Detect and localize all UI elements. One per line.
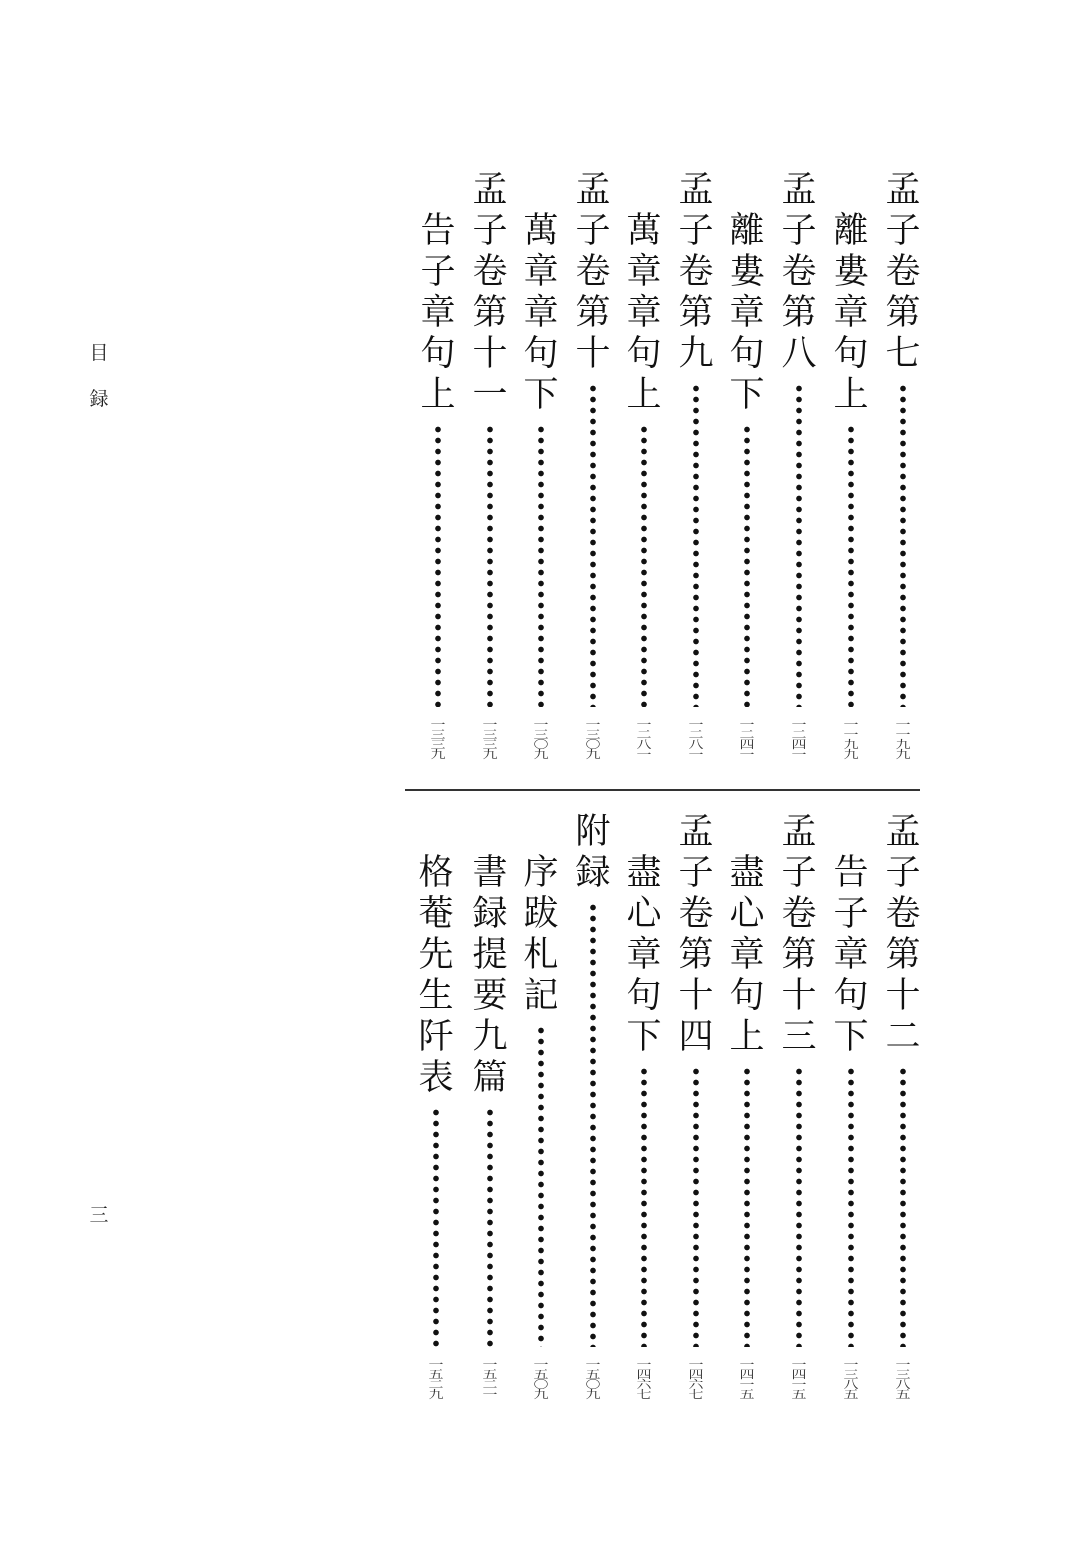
toc-entry-page-number: 一 二 八 一 — [688, 717, 704, 761]
toc-entry[interactable] — [779, 812, 819, 1347]
dot-leader — [848, 1066, 854, 1347]
toc-entry[interactable] — [573, 170, 613, 707]
toc-entry-title: 書 録 提 要 九 篇 — [472, 853, 508, 1098]
toc-entry-page-number: 一 三 八 五 — [895, 1357, 911, 1401]
toc-entry-page-number: 一 一 九 九 — [895, 717, 911, 761]
dot-leader — [796, 1066, 802, 1347]
running-head-char: 録 — [89, 388, 109, 410]
toc-entry[interactable] — [883, 170, 923, 707]
dot-leader — [433, 1107, 439, 1347]
toc-entry-page-number: 一 五 〇 九 — [585, 1357, 601, 1401]
toc-entry-page-number: 一 三 三 九 — [430, 717, 446, 761]
toc-entry-page-number: 一 四 六 七 — [688, 1357, 704, 1401]
dot-leader — [641, 1066, 647, 1347]
toc-entry[interactable] — [727, 211, 767, 707]
toc-entry-title: 萬 章 章 句 上 — [626, 211, 662, 415]
toc-entry[interactable] — [727, 853, 767, 1347]
toc-entry-page-number: 一 二 四 一 — [791, 717, 807, 761]
dot-leader — [796, 383, 802, 707]
toc-entry-title: 萬 章 章 句 下 — [523, 211, 559, 415]
section-divider — [405, 789, 920, 791]
dot-leader — [900, 1066, 906, 1347]
toc-entry[interactable] — [521, 211, 561, 707]
toc-entry[interactable] — [521, 853, 561, 1347]
toc-entry-page-number: 一 三 〇 九 — [533, 717, 549, 761]
dot-leader — [744, 424, 750, 707]
toc-entry-title: 孟 子 卷 第 十 一 — [472, 170, 508, 415]
toc-entry[interactable] — [470, 853, 510, 1347]
toc-entry-page-number: 一 四 六 七 — [636, 1357, 652, 1401]
dot-leader — [641, 424, 647, 707]
toc-entry-page-number: 一 三 三 九 — [482, 717, 498, 761]
toc-entry[interactable] — [676, 170, 716, 707]
toc-entry-title: 孟 子 卷 第 八 — [781, 170, 817, 374]
toc-entry[interactable] — [470, 170, 510, 707]
toc-entry[interactable] — [573, 812, 613, 1347]
toc-entry-page-number: 一 五 二 一 — [482, 1357, 498, 1401]
toc-entry-title: 附 録 — [575, 812, 611, 893]
toc-entry-title: 告 子 章 句 下 — [833, 853, 869, 1057]
toc-entry[interactable] — [676, 812, 716, 1347]
toc-entry-title: 盡 心 章 句 上 — [729, 853, 765, 1057]
toc-entry-title: 盡 心 章 句 下 — [626, 853, 662, 1057]
toc-entry-title: 孟 子 卷 第 十 — [575, 170, 611, 374]
toc-entry-page-number: 一 二 八 一 — [636, 717, 652, 761]
toc-entry-title: 序 跋 札 記 — [523, 853, 559, 1016]
toc-entry-page-number: 一 一 九 九 — [843, 717, 859, 761]
toc-entry-page-number: 一 二 四 一 — [739, 717, 755, 761]
dot-leader — [693, 1066, 699, 1347]
dot-leader — [693, 383, 699, 707]
toc-entry-title: 孟 子 卷 第 十 三 — [781, 812, 817, 1057]
dot-leader — [744, 1066, 750, 1347]
toc-entry-title: 格 菴 先 生 阡 表 — [418, 853, 454, 1098]
toc-entry[interactable] — [624, 853, 664, 1347]
toc-entry[interactable] — [418, 211, 458, 707]
dot-leader — [487, 1107, 493, 1347]
toc-entry[interactable] — [416, 853, 456, 1347]
dot-leader — [538, 1025, 544, 1347]
running-head-title — [84, 338, 114, 430]
dot-leader — [538, 424, 544, 707]
toc-entry-title: 孟 子 卷 第 十 二 — [885, 812, 921, 1057]
toc-entry-page-number: 一 三 八 五 — [843, 1357, 859, 1401]
dot-leader — [435, 424, 441, 707]
dot-leader — [590, 383, 596, 707]
toc-entry[interactable] — [831, 211, 871, 707]
toc-entry-title: 孟 子 卷 第 十 四 — [678, 812, 714, 1057]
toc-entry-page-number: 一 三 〇 九 — [585, 717, 601, 761]
toc-entry[interactable] — [883, 812, 923, 1347]
running-head-char: 目 — [89, 342, 109, 364]
dot-leader — [900, 383, 906, 707]
toc-entry-page-number: 一 五 〇 九 — [533, 1357, 549, 1401]
folio-page-number: 三 — [89, 1204, 109, 1226]
toc-entry-title: 孟 子 卷 第 七 — [885, 170, 921, 374]
toc-entry-page-number: 一 四 一 五 — [791, 1357, 807, 1401]
toc-entry[interactable] — [624, 211, 664, 707]
toc-entry[interactable] — [831, 853, 871, 1347]
toc-entry-page-number: 一 五 二 九 — [428, 1357, 444, 1401]
toc-entry[interactable] — [779, 170, 819, 707]
toc-entry-title: 離 婁 章 句 下 — [729, 211, 765, 415]
dot-leader — [848, 424, 854, 707]
dot-leader — [590, 902, 596, 1347]
toc-entry-title: 告 子 章 句 上 — [420, 211, 456, 415]
toc-entry-title: 離 婁 章 句 上 — [833, 211, 869, 415]
toc-entry-title: 孟 子 卷 第 九 — [678, 170, 714, 374]
dot-leader — [487, 424, 493, 707]
toc-entry-page-number: 一 四 一 五 — [739, 1357, 755, 1401]
